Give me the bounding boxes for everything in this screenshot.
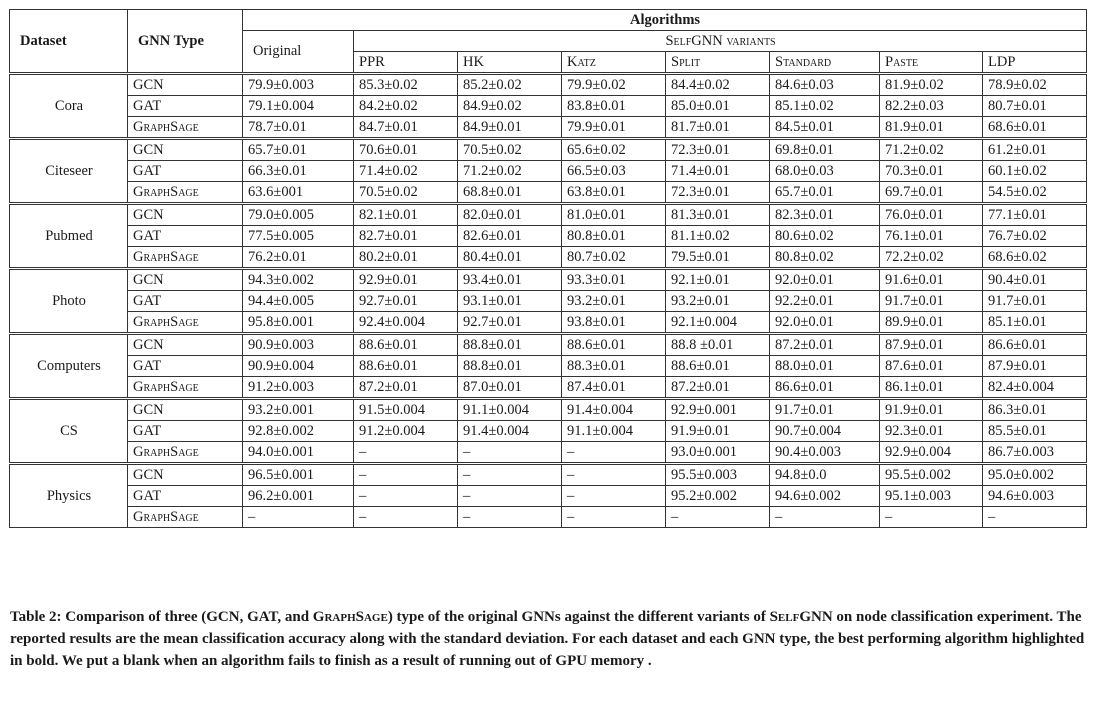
- result-cell: 79.5±0.01: [666, 247, 770, 269]
- result-cell: 80.4±0.01: [458, 247, 562, 269]
- result-cell: 93.4±0.01: [458, 269, 562, 291]
- result-cell: 83.8±0.01: [562, 96, 666, 117]
- result-cell: 80.7±0.02: [562, 247, 666, 269]
- result-cell: 91.7±0.01: [770, 399, 880, 421]
- result-cell: 79.9±0.02: [562, 74, 666, 96]
- result-cell: 91.2±0.004: [354, 421, 458, 442]
- result-cell: 85.5±0.01: [983, 421, 1087, 442]
- result-cell: 88.3±0.01: [562, 356, 666, 377]
- result-cell: 82.0±0.01: [458, 204, 562, 226]
- result-cell: –: [458, 486, 562, 507]
- result-cell: 92.2±0.01: [770, 291, 880, 312]
- result-cell: –: [562, 507, 666, 528]
- dataset-name: CS: [10, 399, 128, 464]
- result-cell: 76.0±0.01: [880, 204, 983, 226]
- results-table: [9, 9, 1087, 528]
- gnn-type-cell: GraphSage: [128, 182, 243, 204]
- result-cell: –: [354, 464, 458, 486]
- gnn-type-cell: GraphSage: [128, 247, 243, 269]
- result-cell: 91.9±0.01: [880, 399, 983, 421]
- result-cell: 92.7±0.01: [458, 312, 562, 334]
- result-cell: 80.2±0.01: [354, 247, 458, 269]
- gnn-type-cell: GraphSage: [128, 312, 243, 334]
- result-cell: –: [354, 486, 458, 507]
- result-cell: 81.0±0.01: [562, 204, 666, 226]
- result-cell: 66.5±0.03: [562, 161, 666, 182]
- header-variant-standard: Standard: [770, 52, 880, 74]
- result-cell: 87.0±0.01: [458, 377, 562, 399]
- result-cell: 84.9±0.01: [458, 117, 562, 139]
- result-cell: 70.5±0.02: [354, 182, 458, 204]
- result-cell: 93.8±0.01: [562, 312, 666, 334]
- result-cell: 92.9±0.004: [880, 442, 983, 464]
- table-row: [10, 486, 1087, 507]
- result-cell: 77.1±0.01: [983, 204, 1087, 226]
- result-cell: 81.1±0.02: [666, 226, 770, 247]
- gnn-type-cell: GAT: [128, 421, 243, 442]
- dataset-name: Cora: [10, 74, 128, 139]
- header-algorithms: Algorithms: [243, 10, 1087, 31]
- table-row: [10, 139, 1087, 161]
- result-cell: –: [562, 442, 666, 464]
- table-row: [10, 377, 1087, 399]
- header-variant-ldp: LDP: [983, 52, 1087, 74]
- header-original: Original: [243, 31, 354, 74]
- result-cell: 86.6±0.01: [983, 334, 1087, 356]
- gnn-type-cell: GCN: [128, 74, 243, 96]
- result-cell: 93.1±0.01: [458, 291, 562, 312]
- result-cell: 84.9±0.02: [458, 96, 562, 117]
- header-variant-paste: Paste: [880, 52, 983, 74]
- result-cell: 87.4±0.01: [562, 377, 666, 399]
- result-cell: 76.2±0.01: [243, 247, 354, 269]
- result-cell: 84.4±0.02: [666, 74, 770, 96]
- result-cell: 65.7±0.01: [243, 139, 354, 161]
- result-cell: 94.6±0.003: [983, 486, 1087, 507]
- result-cell: 88.6±0.01: [666, 356, 770, 377]
- result-cell: 92.9±0.001: [666, 399, 770, 421]
- result-cell: 61.2±0.01: [983, 139, 1087, 161]
- caption-part-3: on node classification experiment. The reported results are the mean classification accuracy along with the standard deviation. For each dataset and each GNN type, the best performing algorithm highlighted in bold. We put a blank when an algorithm fails to finish as a result of running out of GPU memory .: [10, 609, 1085, 669]
- table-row: [10, 421, 1087, 442]
- gnn-type-cell: GraphSage: [128, 117, 243, 139]
- table-row: [10, 117, 1087, 139]
- result-cell: 91.9±0.01: [666, 421, 770, 442]
- dataset-name: Photo: [10, 269, 128, 334]
- result-cell: 84.6±0.03: [770, 74, 880, 96]
- result-cell: 93.2±0.001: [243, 399, 354, 421]
- dataset-name: Pubmed: [10, 204, 128, 269]
- result-cell: 94.4±0.005: [243, 291, 354, 312]
- result-cell: 90.4±0.003: [770, 442, 880, 464]
- gnn-type-cell: GAT: [128, 161, 243, 182]
- table-row: [10, 74, 1087, 96]
- result-cell: 95.1±0.003: [880, 486, 983, 507]
- result-cell: –: [458, 507, 562, 528]
- result-cell: 91.6±0.01: [880, 269, 983, 291]
- gnn-type-cell: GCN: [128, 334, 243, 356]
- table-row: [10, 269, 1087, 291]
- result-cell: –: [666, 507, 770, 528]
- result-cell: 95.0±0.002: [983, 464, 1087, 486]
- result-cell: 86.7±0.003: [983, 442, 1087, 464]
- result-cell: 90.7±0.004: [770, 421, 880, 442]
- caption-graphsage: GraphSage: [312, 609, 388, 625]
- result-cell: 93.3±0.01: [562, 269, 666, 291]
- result-cell: 72.3±0.01: [666, 182, 770, 204]
- gnn-type-cell: GAT: [128, 486, 243, 507]
- table-header: [10, 10, 1087, 74]
- result-cell: 68.6±0.02: [983, 247, 1087, 269]
- result-cell: 63.6±001: [243, 182, 354, 204]
- result-cell: 85.3±0.02: [354, 74, 458, 96]
- gnn-type-cell: GraphSage: [128, 507, 243, 528]
- gnn-type-cell: GAT: [128, 226, 243, 247]
- result-cell: 88.8±0.01: [458, 356, 562, 377]
- result-cell: 95.5±0.003: [666, 464, 770, 486]
- result-cell: 92.4±0.004: [354, 312, 458, 334]
- result-cell: 87.2±0.01: [354, 377, 458, 399]
- result-cell: 93.0±0.001: [666, 442, 770, 464]
- result-cell: 76.7±0.02: [983, 226, 1087, 247]
- result-cell: 90.4±0.01: [983, 269, 1087, 291]
- result-cell: 84.5±0.01: [770, 117, 880, 139]
- table-row: [10, 247, 1087, 269]
- result-cell: 91.7±0.01: [983, 291, 1087, 312]
- dataset-group-photo: [10, 269, 1087, 334]
- result-cell: –: [458, 442, 562, 464]
- result-cell: 91.1±0.004: [562, 421, 666, 442]
- result-cell: 90.9±0.003: [243, 334, 354, 356]
- result-cell: 92.8±0.002: [243, 421, 354, 442]
- gnn-type-cell: GraphSage: [128, 442, 243, 464]
- result-cell: 84.7±0.01: [354, 117, 458, 139]
- result-cell: 80.8±0.01: [562, 226, 666, 247]
- result-cell: 66.3±0.01: [243, 161, 354, 182]
- gnn-type-cell: GCN: [128, 269, 243, 291]
- result-cell: 92.1±0.004: [666, 312, 770, 334]
- table-row: [10, 161, 1087, 182]
- table-caption: [10, 606, 1086, 672]
- result-cell: 87.2±0.01: [666, 377, 770, 399]
- result-cell: 78.7±0.01: [243, 117, 354, 139]
- header-variant-ppr: PPR: [354, 52, 458, 74]
- result-cell: –: [562, 464, 666, 486]
- result-cell: –: [243, 507, 354, 528]
- result-cell: 93.2±0.01: [562, 291, 666, 312]
- result-cell: 82.7±0.01: [354, 226, 458, 247]
- caption-part-1: Table 2: Comparison of three (GCN, GAT, and: [10, 609, 313, 625]
- dataset-group-pubmed: [10, 204, 1087, 269]
- gnn-type-cell: GCN: [128, 139, 243, 161]
- header-dataset: Dataset: [10, 10, 128, 74]
- table-row: [10, 399, 1087, 421]
- result-cell: 92.0±0.01: [770, 269, 880, 291]
- result-cell: 80.6±0.02: [770, 226, 880, 247]
- gnn-type-cell: GAT: [128, 291, 243, 312]
- header-selfgnn-variants: SelfGNN variants: [354, 31, 1087, 52]
- result-cell: 94.8±0.0: [770, 464, 880, 486]
- table-row: [10, 507, 1087, 528]
- result-cell: –: [354, 507, 458, 528]
- result-cell: 87.9±0.01: [983, 356, 1087, 377]
- result-cell: 72.2±0.02: [880, 247, 983, 269]
- result-cell: 68.8±0.01: [458, 182, 562, 204]
- result-cell: 71.2±0.02: [458, 161, 562, 182]
- dataset-group-cora: [10, 74, 1087, 139]
- result-cell: 77.5±0.005: [243, 226, 354, 247]
- result-cell: 92.1±0.01: [666, 269, 770, 291]
- result-cell: –: [458, 464, 562, 486]
- result-cell: 54.5±0.02: [983, 182, 1087, 204]
- result-cell: 71.4±0.02: [354, 161, 458, 182]
- result-cell: 81.3±0.01: [666, 204, 770, 226]
- result-cell: 86.1±0.01: [880, 377, 983, 399]
- result-cell: 90.9±0.004: [243, 356, 354, 377]
- result-cell: –: [880, 507, 983, 528]
- gnn-type-cell: GraphSage: [128, 377, 243, 399]
- result-cell: 88.6±0.01: [354, 334, 458, 356]
- result-cell: 89.9±0.01: [880, 312, 983, 334]
- table-row: [10, 356, 1087, 377]
- result-cell: 68.0±0.03: [770, 161, 880, 182]
- result-cell: 95.8±0.001: [243, 312, 354, 334]
- caption-selfgnn: SelfGNN: [769, 609, 833, 625]
- result-cell: 82.3±0.01: [770, 204, 880, 226]
- result-cell: 86.6±0.01: [770, 377, 880, 399]
- result-cell: 65.6±0.02: [562, 139, 666, 161]
- result-cell: 91.5±0.004: [354, 399, 458, 421]
- table-row: [10, 334, 1087, 356]
- table-row: [10, 182, 1087, 204]
- result-cell: 95.5±0.002: [880, 464, 983, 486]
- result-cell: 63.8±0.01: [562, 182, 666, 204]
- result-cell: 82.2±0.03: [880, 96, 983, 117]
- table-row: [10, 204, 1087, 226]
- result-cell: 91.1±0.004: [458, 399, 562, 421]
- result-cell: 88.8±0.01: [458, 334, 562, 356]
- result-cell: 88.6±0.01: [354, 356, 458, 377]
- result-cell: 85.2±0.02: [458, 74, 562, 96]
- result-cell: 70.3±0.01: [880, 161, 983, 182]
- result-cell: 82.6±0.01: [458, 226, 562, 247]
- result-cell: 81.7±0.01: [666, 117, 770, 139]
- table-row: [10, 464, 1087, 486]
- table-row: [10, 312, 1087, 334]
- result-cell: 92.0±0.01: [770, 312, 880, 334]
- result-cell: 94.6±0.002: [770, 486, 880, 507]
- result-cell: 72.3±0.01: [666, 139, 770, 161]
- result-cell: 92.3±0.01: [880, 421, 983, 442]
- result-cell: 95.2±0.002: [666, 486, 770, 507]
- result-cell: –: [354, 442, 458, 464]
- header-variant-split: Split: [666, 52, 770, 74]
- table-row: [10, 291, 1087, 312]
- result-cell: 92.7±0.01: [354, 291, 458, 312]
- result-cell: 94.0±0.001: [243, 442, 354, 464]
- dataset-name: Physics: [10, 464, 128, 528]
- result-cell: 81.9±0.01: [880, 117, 983, 139]
- result-cell: 91.4±0.004: [458, 421, 562, 442]
- result-cell: 70.5±0.02: [458, 139, 562, 161]
- dataset-name: Citeseer: [10, 139, 128, 204]
- result-cell: 96.5±0.001: [243, 464, 354, 486]
- result-cell: 85.0±0.01: [666, 96, 770, 117]
- result-cell: 82.1±0.01: [354, 204, 458, 226]
- caption-part-2: ) type of the original GNNs against the different variants of: [387, 609, 770, 625]
- result-cell: 78.9±0.02: [983, 74, 1087, 96]
- result-cell: 70.6±0.01: [354, 139, 458, 161]
- result-cell: 60.1±0.02: [983, 161, 1087, 182]
- result-cell: 88.6±0.01: [562, 334, 666, 356]
- result-cell: 87.2±0.01: [770, 334, 880, 356]
- result-cell: 80.7±0.01: [983, 96, 1087, 117]
- result-cell: 79.0±0.005: [243, 204, 354, 226]
- result-cell: 88.8 ±0.01: [666, 334, 770, 356]
- gnn-type-cell: GAT: [128, 96, 243, 117]
- dataset-group-physics: [10, 464, 1087, 528]
- dataset-group-cs: [10, 399, 1087, 464]
- result-cell: 80.8±0.02: [770, 247, 880, 269]
- table-row: [10, 96, 1087, 117]
- table-row: [10, 442, 1087, 464]
- dataset-name: Computers: [10, 334, 128, 399]
- result-cell: 76.1±0.01: [880, 226, 983, 247]
- gnn-type-cell: GCN: [128, 464, 243, 486]
- result-cell: 92.9±0.01: [354, 269, 458, 291]
- header-variant-hk: HK: [458, 52, 562, 74]
- gnn-type-cell: GCN: [128, 204, 243, 226]
- result-cell: –: [562, 486, 666, 507]
- result-cell: 91.4±0.004: [562, 399, 666, 421]
- result-cell: 87.6±0.01: [880, 356, 983, 377]
- result-cell: 71.4±0.01: [666, 161, 770, 182]
- result-cell: 79.9±0.003: [243, 74, 354, 96]
- table-row: [10, 226, 1087, 247]
- result-cell: 68.6±0.01: [983, 117, 1087, 139]
- result-cell: –: [770, 507, 880, 528]
- result-cell: 87.9±0.01: [880, 334, 983, 356]
- result-cell: 82.4±0.004: [983, 377, 1087, 399]
- gnn-type-cell: GCN: [128, 399, 243, 421]
- result-cell: 79.1±0.004: [243, 96, 354, 117]
- dataset-group-computers: [10, 334, 1087, 399]
- result-cell: 91.2±0.003: [243, 377, 354, 399]
- header-gnn-type: GNN Type: [128, 10, 243, 74]
- result-cell: 69.8±0.01: [770, 139, 880, 161]
- result-cell: 71.2±0.02: [880, 139, 983, 161]
- result-cell: 91.7±0.01: [880, 291, 983, 312]
- result-cell: 79.9±0.01: [562, 117, 666, 139]
- gnn-type-cell: GAT: [128, 356, 243, 377]
- result-cell: 65.7±0.01: [770, 182, 880, 204]
- result-cell: 94.3±0.002: [243, 269, 354, 291]
- result-cell: 88.0±0.01: [770, 356, 880, 377]
- result-cell: 69.7±0.01: [880, 182, 983, 204]
- dataset-group-citeseer: [10, 139, 1087, 204]
- result-cell: –: [983, 507, 1087, 528]
- result-cell: 85.1±0.01: [983, 312, 1087, 334]
- result-cell: 86.3±0.01: [983, 399, 1087, 421]
- result-cell: 93.2±0.01: [666, 291, 770, 312]
- result-cell: 85.1±0.02: [770, 96, 880, 117]
- result-cell: 96.2±0.001: [243, 486, 354, 507]
- result-cell: 84.2±0.02: [354, 96, 458, 117]
- header-variant-katz: Katz: [562, 52, 666, 74]
- result-cell: 81.9±0.02: [880, 74, 983, 96]
